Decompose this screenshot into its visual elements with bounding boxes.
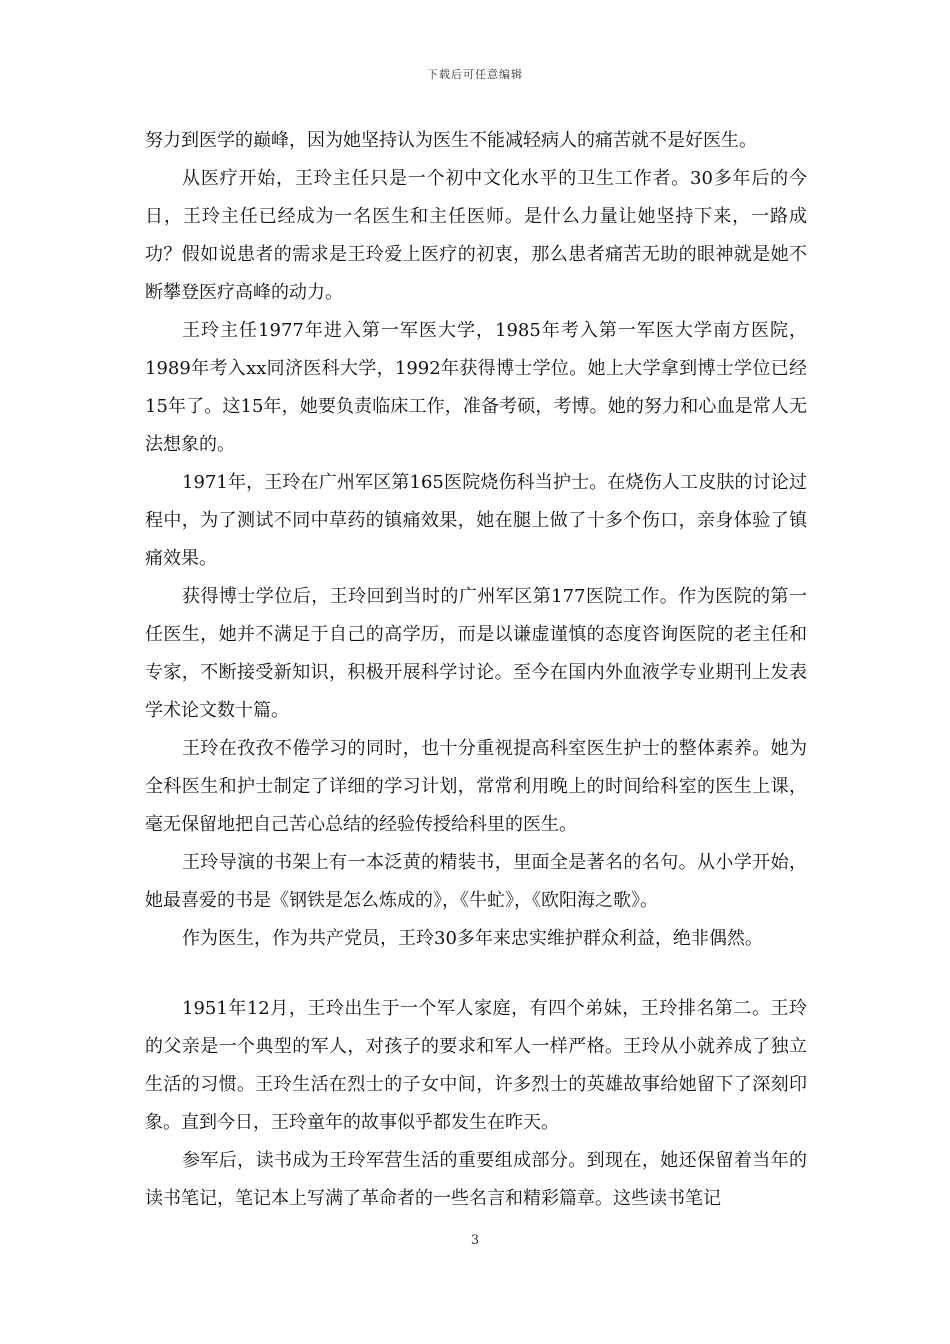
paragraph: 从医疗开始，王玲主任只是一个初中文化水平的卫生工作者。30多年后的今日，王玲主任已经成为一名医生和主任医师。是什么力量让她坚持下来，一路成功？假如说患者的需求是王玲爱上医疗的初衷，那么患者痛苦无助的眼神就是她不断攀登医疗高峰的动力。 <box>145 168 807 303</box>
page-header: 下载后可任意编辑 <box>427 68 523 81</box>
paragraph: 1951年12月，王玲出生于一个军人家庭，有四个弟妹，王玲排名第二。王玲的父亲是一个典型的军人，对孩子的要求和军人一样严格。王玲从小就养成了独立生活的习惯。王玲生活在烈士的子女中间，许多烈士的英雄故事给她留下了深刻印象。直到今日，王玲童年的故事似乎都发生在昨天。 <box>145 998 807 1133</box>
paragraph: 1971年，王玲在广州军区第165医院烧伤科当护士。在烧伤人工皮肤的讨论过程中，为了测试不同中草药的镇痛效果，她在腿上做了十多个伤口，亲身体验了镇痛效果。 <box>145 472 807 569</box>
paragraph: 王玲导演的书架上有一本泛黄的精装书，里面全是著名的名句。从小学开始，她最喜爱的书是《钢铁是怎么炼成的》，《牛虻》，《欧阳海之歌》。 <box>145 852 807 911</box>
paragraph: 作为医生，作为共产党员，王玲30多年来忠实维护群众利益，绝非偶然。 <box>182 928 763 949</box>
document-body <box>145 122 807 1218</box>
paragraph: 王玲在孜孜不倦学习的同时，也十分重视提高科室医生护士的整体素养。她为全科医生和护士制定了详细的学习计划，常常利用晚上的时间给科室的医生上课，毫无保留地把自己苦心总结的经验传授给科里的医生。 <box>145 738 807 835</box>
paragraph: 王玲主任1977年进入第一军医大学，1985年考入第一军医大学南方医院，1989年考入xx同济医科大学，1992年获得博士学位。她上大学拿到博士学位已经15年了。这15年，她要负责临床工作，准备考硕，考博。她的努力和心血是常人无法想象的。 <box>145 320 807 455</box>
paragraph-continuation: 努力到医学的巅峰，因为她坚持认为医生不能减轻病人的痛苦就不是好医生。 <box>145 130 757 151</box>
paragraph: 获得博士学位后，王玲回到当时的广州军区第177医院工作。作为医院的第一任医生，她并不满足于自己的高学历，而是以谦虚谨慎的态度咨询医院的老主任和专家，不断接受新知识，积极开展科学讨论。至今在国内外血液学专业期刊上发表学术论文数十篇。 <box>145 586 807 721</box>
page-number: 3 <box>470 1233 480 1248</box>
paragraph: 参军后，读书成为王玲军营生活的重要组成部分。到现在，她还保留着当年的读书笔记，笔记本上写满了革命者的一些名言和精彩篇章。这些读书笔记 <box>145 1150 807 1209</box>
